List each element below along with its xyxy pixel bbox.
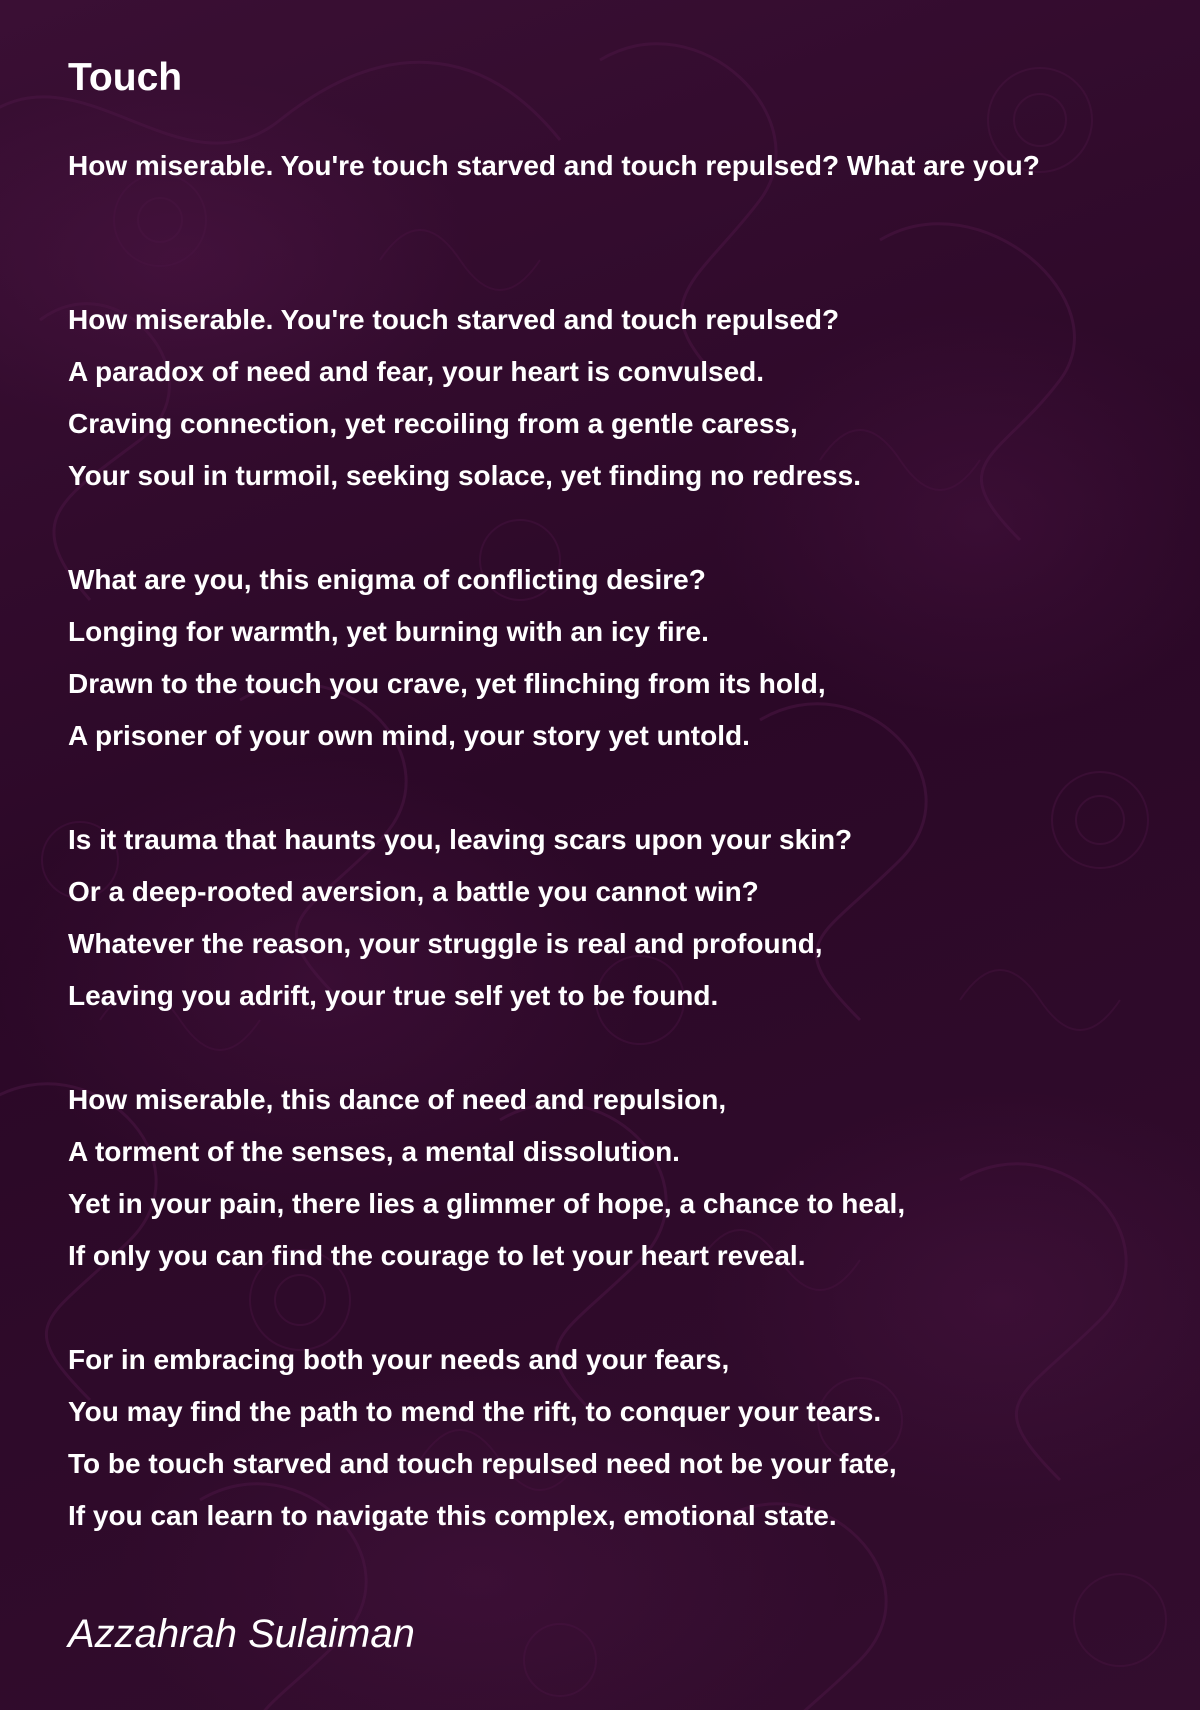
poem-line: A prisoner of your own mind, your story yet untold. [68,720,750,751]
poem-line: How miserable, this dance of need and repulsion, [68,1084,727,1115]
poem-line: You may find the path to mend the rift, to conquer your tears. [68,1396,882,1427]
poem-line: To be touch starved and touch repulsed need not be your fate, [68,1448,897,1479]
stanza-2 [68,554,1188,762]
poem-line: Or a deep-rooted aversion, a battle you cannot win? [68,876,759,907]
poem-line: Your soul in turmoil, seeking solace, yet finding no redress. [68,460,861,491]
poem-author: Azzahrah Sulaiman [68,1612,415,1656]
poem-body [68,294,1188,1542]
stanza-3 [68,814,1188,1022]
poem-line: Drawn to the touch you crave, yet flinching from its hold, [68,668,826,699]
poem-title: Touch [68,56,183,99]
poem-line: A paradox of need and fear, your heart is convulsed. [68,356,765,387]
poem-subtitle: How miserable. You're touch starved and touch repulsed? What are you? [68,150,1040,181]
stanza-1 [68,294,1188,502]
poem-line: If you can learn to navigate this complex, emotional state. [68,1500,837,1531]
poem-line: Is it trauma that haunts you, leaving scars upon your skin? [68,824,853,855]
poem-line: For in embracing both your needs and your fears, [68,1344,730,1375]
poem-line: Whatever the reason, your struggle is real and profound, [68,928,823,959]
poem-container [68,48,1188,1542]
poem-line: A torment of the senses, a mental dissolution. [68,1136,680,1167]
poem-line: If only you can find the courage to let your heart reveal. [68,1240,806,1271]
stanza-5 [68,1334,1188,1542]
poem-line: How miserable. You're touch starved and touch repulsed? [68,304,840,335]
poem-line: Yet in your pain, there lies a glimmer of hope, a chance to heal, [68,1188,906,1219]
poem-line: What are you, this enigma of conflicting desire? [68,564,706,595]
poem-line: Leaving you adrift, your true self yet to be found. [68,980,719,1011]
poem-line: Craving connection, yet recoiling from a gentle caress, [68,408,798,439]
poem-line: Longing for warmth, yet burning with an icy fire. [68,616,709,647]
stanza-4 [68,1074,1188,1282]
